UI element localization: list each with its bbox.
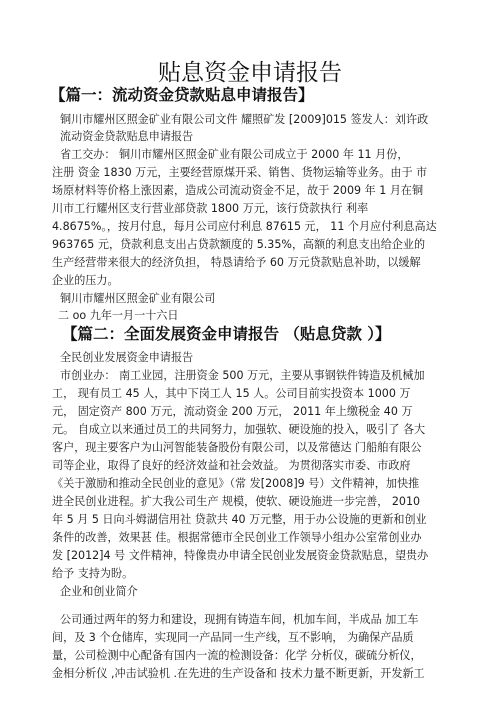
section-2-line: 公司通过两年的努力和建设，现拥有铸造车间，机加车间，半成品 加工车 — [60, 613, 419, 626]
section-1-line: 生产经营带来很大的经济负担， 特恳请给予 60 万元贷款贴息补助，以缓解 — [52, 256, 421, 269]
section-1-line: 场原材料等价格上涨因素，造成公司流动资金不足，故于 2009 年 1 月在铜 — [52, 184, 424, 197]
section-1-line: 铜川市耀州区照金矿业有限公司文件 耀照矿发 [2009]015 签发人：刘许政 — [60, 113, 429, 126]
section-1-line: 4.8675%。，按月付息，每月公司应付利息 87615 元， 11 个月应付利息高达 — [52, 220, 437, 233]
section-1-date: 二 oo 九年一月一十六日 — [58, 309, 179, 322]
section-2-line: 工， 现有员工 45 人，其中下岗工人 15 人。公司目前实投资本 1000 万 — [52, 387, 411, 400]
section-1-line: 注册 资金 1830 万元，主要经营原煤开采、销售、货物运输等业务。由于 市 — [52, 166, 428, 179]
section-1-line: 流动资金贷款贴息申请报告 — [60, 130, 194, 143]
section-2-line: 《关于激励和推动全民创业的意见》（常 发[2008]9 号）文件精神，加快推 — [52, 477, 420, 490]
section-2-line: 司等企业，取得了良好的经济效益和社会效益。 为贯彻落实市委、市政府 — [52, 459, 411, 472]
section-1-line: 企业的压力。 — [52, 274, 119, 287]
section-2-line: 进全民创业进程。扩大我公司生产 规模，使软、硬设施进一步完善， 2010 — [52, 495, 421, 508]
section-2-line: 量，公司检测中心配备有国内一流的检测设备：化学 分析仪，碳硫分析仪， — [52, 649, 422, 662]
section-2-line: 发 [2012]4 号 文件精神，特像贵办申请全民创业发展资金贷款贴息，望贵办 — [52, 549, 429, 562]
section-1-line: 川市工行耀州区支行营业部贷款 1800 万元，该行贷款执行 利率 — [52, 202, 369, 215]
section-1-line: 省工交办： 铜川市耀州区照金矿业有限公司成立于 2000 年 11 月份， — [60, 148, 409, 161]
section-2-heading: 【篇二：全面发展资金申请报告 （贴息贷款 ）】 — [62, 325, 391, 343]
section-2-line: 市创业办： 南工业园，注册资金 500 万元，主要从事钢铁件铸造及机械加 — [60, 369, 425, 382]
section-2-line: 金相分析仪 ,冲击试验机 .在先进的生产设备和 技术力量不断更新，开发新工 — [52, 667, 425, 680]
section-2-line: 客户，现主要客户为山河智能装备股份有限公司，以及常德达 门船舶有限公 — [52, 441, 422, 454]
section-1-line: 963765 元，贷款利息支出占贷款额度的 5.35%，高额的利息支出给企业的 — [52, 238, 426, 251]
section-1-heading: 【篇一：流动资金贷款贴息申请报告】 — [50, 86, 314, 104]
section-2-line: 元， 固定资产 800 万元，流动资金 200 万元， 2011 年上缴税金 40 万 — [52, 405, 413, 418]
section-2-line: 元。 自成立以来通过员工的共同努力，加强软、硬设施的投入，吸引了 各大 — [52, 423, 426, 436]
document-title: 贴息资金申请报告 — [158, 60, 342, 86]
section-2-line: 间，及 3 个仓储库，实现同一产品同一生产线，互不影响， 为确保产品质 — [52, 631, 414, 644]
section-2-line: 给予 支持为盼。 — [52, 567, 134, 580]
section-1-signature: 铜川市耀州区照金矿业有限公司 — [60, 292, 216, 305]
section-2-line: 年 5 月 5 日向斗姆湖信用社 贷款共 40 万元整，用于办公设施的更新和创业 — [52, 513, 427, 526]
section-2-line: 条件的改善，效果甚 佳。根据常德市全民创业工作领导小组办公室常创业办 — [52, 531, 422, 544]
section-2-subheading: 企业和创业简介 — [60, 585, 138, 598]
section-2-line: 全民创业发展资金申请报告 — [60, 351, 194, 364]
